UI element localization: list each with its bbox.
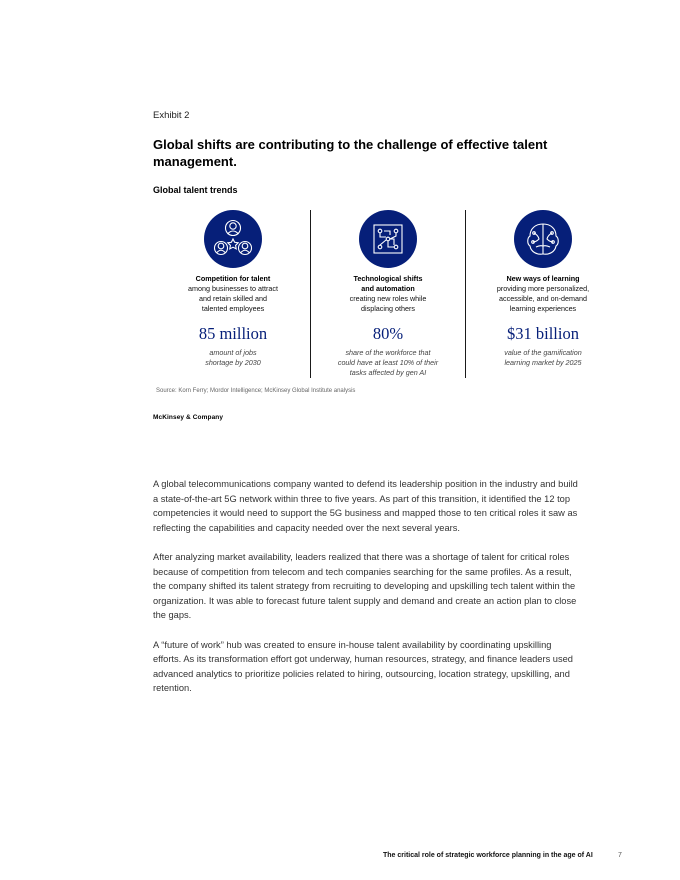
trend-title bbox=[310, 274, 466, 294]
trend-competition bbox=[155, 208, 311, 368]
trend-title-line: Technological shifts bbox=[353, 274, 423, 283]
trend-description-line: displacing others bbox=[361, 304, 415, 313]
trend-stat-value: $31 billion bbox=[507, 324, 579, 343]
trend-description-line: among businesses to attract bbox=[188, 284, 278, 293]
trend-title bbox=[155, 274, 311, 284]
trend-description-line: talented employees bbox=[201, 304, 265, 313]
trend-stat-description bbox=[155, 348, 311, 368]
trend-stat-description-line: tasks affected by gen AI bbox=[349, 368, 427, 377]
trend-description-line: learning experiences bbox=[509, 304, 577, 313]
exhibit-label: Exhibit 2 bbox=[153, 110, 190, 121]
body-paragraph: A global telecommunications company wanted to defend its leadership position in the industry and build a state-of-the-art 5G network within three to five years. As part of this transition, it identified the 12 top competencies it would need to support the 5G business and mapped those to ten critical roles it saw as reflecting the capabilities and capacity needed over the next several years. bbox=[153, 479, 578, 533]
trend-description bbox=[465, 284, 621, 314]
people-competition-icon bbox=[204, 210, 262, 268]
trend-stat-value: 85 million bbox=[198, 324, 268, 343]
trend-title bbox=[465, 274, 621, 284]
trend-description-line: and retain skilled and bbox=[199, 294, 267, 303]
trend-description-line: providing more personalized, bbox=[496, 284, 590, 293]
source-note: Source: Korn Ferry; Mordor Intelligence; McKinsey Global Institute analysis bbox=[156, 388, 356, 394]
trend-learning bbox=[465, 208, 621, 368]
trend-description-line: accessible, and on-demand bbox=[499, 294, 587, 303]
trend-stat-description-line: shortage by 2030 bbox=[205, 358, 261, 367]
trend-description bbox=[155, 284, 311, 314]
trend-title-line: and automation bbox=[361, 284, 415, 293]
trend-stat-description bbox=[465, 348, 621, 368]
trend-stat-description bbox=[310, 348, 466, 378]
talent-trends-panel bbox=[155, 208, 590, 378]
trend-stat-description-line: amount of jobs bbox=[209, 348, 257, 357]
trend-description-line: creating new roles while bbox=[349, 294, 427, 303]
footer-title: The critical role of strategic workforce planning in the age of AI bbox=[383, 852, 593, 859]
exhibit-title: Global shifts are contributing to the challenge of effective talent management. bbox=[153, 137, 548, 169]
page-number: 7 bbox=[618, 852, 622, 859]
trend-stat-description-line: share of the workforce that bbox=[345, 348, 431, 357]
brain-learning-icon bbox=[514, 210, 572, 268]
trend-stat-value: 80% bbox=[372, 324, 404, 343]
body-text bbox=[153, 477, 581, 711]
trend-title-line: Competition for talent bbox=[195, 274, 271, 283]
section-label: Global talent trends bbox=[153, 185, 238, 195]
trend-stat-description-line: could have at least 10% of their bbox=[337, 358, 439, 367]
trend-stat-description-line: value of the gamification bbox=[504, 348, 582, 357]
circuit-automation-icon bbox=[359, 210, 417, 268]
trend-title-line: New ways of learning bbox=[506, 274, 580, 283]
brand-logo-text: McKinsey & Company bbox=[153, 414, 224, 421]
body-paragraph: A “future of work” hub was created to ensure in-house talent availability by coordinating upskilling efforts. As its transformation effort got underway, human resources, strategy, and finance leaders used advanced analytics to prioritize policies related to hiring, outsourcing, location strategy, upskilling, and retention. bbox=[153, 639, 573, 694]
body-paragraph: After analyzing market availability, leaders realized that there was a shortage of talent for critical roles because of competition from telecom and tech companies searching for the same profiles. As a result, the company shifted its talent strategy from recruiting to developing and upskilling tech talent within the organization. It was able to forecast future talent supply and demand and create an action plan to close the gaps. bbox=[153, 551, 577, 621]
trend-stat-description-line: learning market by 2025 bbox=[504, 358, 582, 367]
trend-technology bbox=[310, 208, 466, 378]
trend-description bbox=[310, 294, 466, 314]
